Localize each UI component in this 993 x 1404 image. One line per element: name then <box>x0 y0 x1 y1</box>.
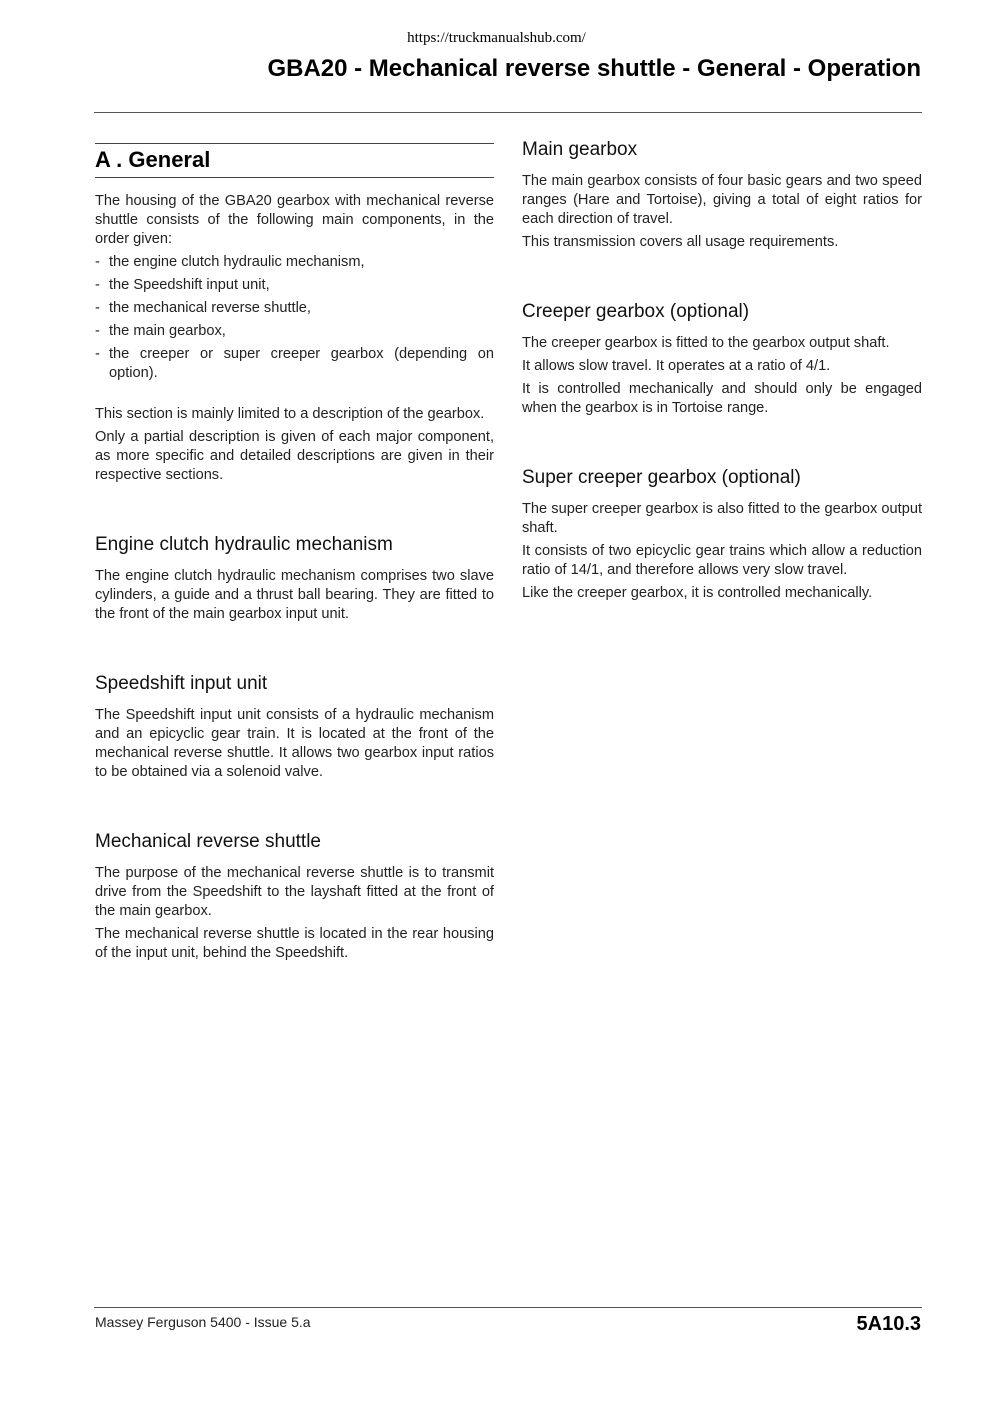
heading-reverse-shuttle: Mechanical reverse shuttle <box>95 831 321 852</box>
section-title-general: A . General <box>95 143 494 178</box>
heading-main-gearbox: Main gearbox <box>522 139 638 160</box>
main-gearbox-paragraph: The main gearbox consists of four basic gears and two speed ranges (Hare and Tortoise), giving a total of eight ratios for each direction of travel. <box>522 173 922 227</box>
component-list <box>95 253 494 383</box>
left-column <box>95 143 494 967</box>
list-item: - the mechanical reverse shuttle, <box>95 300 311 316</box>
summary-paragraph: Only a partial description is given of each major component, as more specific and detailed descriptions are given in their respective sections. <box>95 429 494 483</box>
main-gearbox-paragraph: This transmission covers all usage requirements. <box>522 234 839 250</box>
summary-paragraph: This section is mainly limited to a description of the gearbox. <box>95 406 485 422</box>
super-creeper-paragraph: The super creeper gearbox is also fitted to the gearbox output shaft. <box>522 501 922 536</box>
list-item: - the main gearbox, <box>95 323 226 339</box>
speedshift-paragraph: The Speedshift input unit consists of a hydraulic mechanism and an epicyclic gear train. It is located at the front of the mechanical reverse shuttle. It allows two gearbox input ratios to be obtained via a solenoid valve. <box>95 707 494 780</box>
page-number: 5A10.3 <box>856 1313 921 1335</box>
source-url: https://truckmanualshub.com/ <box>407 30 586 46</box>
super-creeper-paragraph: Like the creeper gearbox, it is controlled mechanically. <box>522 585 873 601</box>
heading-engine-clutch: Engine clutch hydraulic mechanism <box>95 534 393 555</box>
footer-manual-issue: Massey Ferguson 5400 - Issue 5.a <box>95 1314 311 1330</box>
super-creeper-paragraph: It consists of two epicyclic gear trains which allow a reduction ratio of 14/1, and therefore allows very slow travel. <box>522 543 922 578</box>
creeper-paragraph: It is controlled mechanically and should only be engaged when the gearbox is in Tortoise range. <box>522 381 922 416</box>
right-column <box>522 138 922 607</box>
list-item: - the creeper or super creeper gearbox (depending on option). <box>95 346 494 381</box>
list-item: - the engine clutch hydraulic mechanism, <box>95 254 365 270</box>
header-divider <box>94 112 922 113</box>
reverse-shuttle-paragraph: The purpose of the mechanical reverse shuttle is to transmit drive from the Speedshift to the layshaft fitted at the front of the main gearbox. <box>95 865 494 919</box>
heading-super-creeper: Super creeper gearbox (optional) <box>522 467 801 488</box>
creeper-paragraph: It allows slow travel. It operates at a ratio of 4/1. <box>522 358 831 374</box>
heading-creeper: Creeper gearbox (optional) <box>522 301 750 322</box>
footer-divider <box>94 1307 922 1308</box>
creeper-paragraph: The creeper gearbox is fitted to the gearbox output shaft. <box>522 335 890 351</box>
list-item: - the Speedshift input unit, <box>95 277 270 293</box>
engine-clutch-paragraph: The engine clutch hydraulic mechanism comprises two slave cylinders, a guide and a thrust ball bearing. They are fitted to the front of the main gearbox input unit. <box>95 568 494 622</box>
intro-paragraph: The housing of the GBA20 gearbox with mechanical reverse shuttle consists of the following main components, in the order given: <box>95 193 494 247</box>
document-title: GBA20 - Mechanical reverse shuttle - General - Operation <box>267 55 921 82</box>
heading-speedshift: Speedshift input unit <box>95 673 268 694</box>
reverse-shuttle-paragraph: The mechanical reverse shuttle is located in the rear housing of the input unit, behind the Speedshift. <box>95 926 494 961</box>
